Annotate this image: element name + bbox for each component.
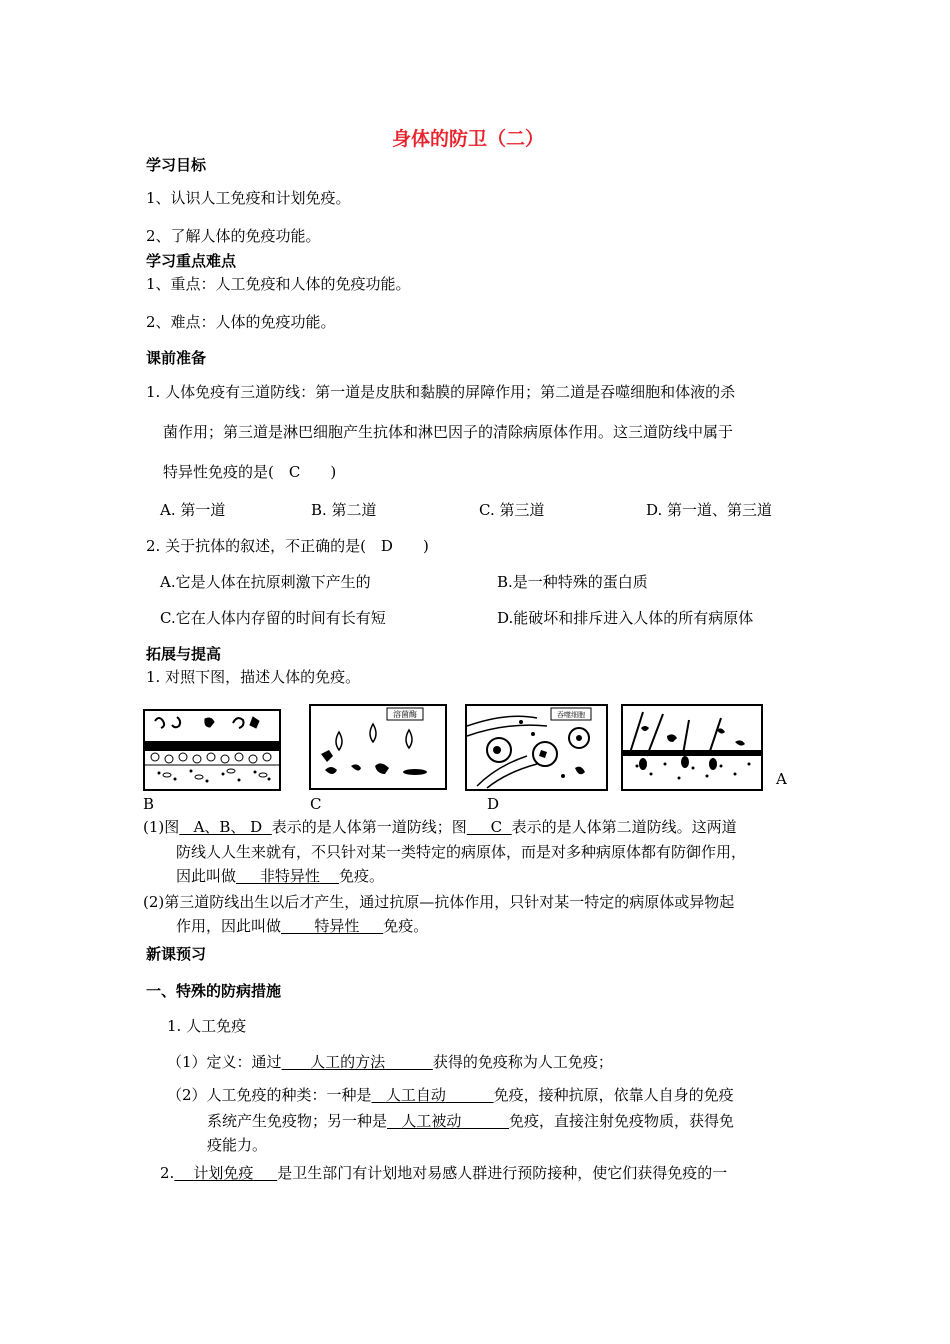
definition-text: （1）定义：通过 xyxy=(167,1053,282,1071)
answer-blank-nonspecific: 非特异性 xyxy=(259,867,320,885)
item-1-heading: 1. 人工免疫 xyxy=(167,1017,247,1035)
kinds-blank-active: 人工自动 xyxy=(385,1086,446,1104)
item-2-number: 2. xyxy=(160,1164,175,1182)
item-2-blank: 计划免疫 xyxy=(193,1164,254,1182)
question-1-option-a: A. 第一道 xyxy=(160,501,226,519)
kinds-text: 免疫，直接注射免疫物质，获得免 xyxy=(509,1112,735,1130)
answer-text: 免疫。 xyxy=(383,917,429,935)
figure-label-c: C xyxy=(310,795,322,813)
answer-text: 表示的是人体第一道防线；图 xyxy=(271,818,467,836)
item-2-text: 是卫生部门有计划地对易感人群进行预防接种，使它们获得免疫的一 xyxy=(277,1164,728,1182)
answer-blank-first-defense: A、B、 D xyxy=(193,818,263,836)
kinds-line-2 xyxy=(207,1111,734,1131)
question-1-line: 1. 人体免疫有三道防线：第一道是皮肤和黏膜的屏障作用；第二道是吞噬细胞和体液的杀 xyxy=(146,383,736,401)
page-title: 身体的防卫（二） xyxy=(392,128,545,150)
definition-text: 获得的免疫称为人工免疫； xyxy=(432,1053,613,1071)
definition-line xyxy=(167,1052,613,1072)
answer-1-line-1 xyxy=(143,817,737,837)
key-item: 1、重点：人工免疫和人体的免疫功能。 xyxy=(146,275,411,293)
figure-label-b: B xyxy=(143,795,155,813)
kinds-text: 系统产生免疫物；另一种是 xyxy=(207,1112,388,1130)
answer-text: (1)图 xyxy=(143,818,180,836)
goal-item: 1、认识人工免疫和计划免疫。 xyxy=(146,189,351,207)
item-2-line xyxy=(160,1163,727,1183)
goal-item: 2、了解人体的免疫功能。 xyxy=(146,227,321,245)
section-heading-key: 学习重点难点 xyxy=(146,252,237,270)
figure-lysozyme xyxy=(309,704,447,790)
question-1-option-c: C. 第三道 xyxy=(479,501,545,519)
section-heading-prep: 课前准备 xyxy=(146,349,207,367)
answer-text: 表示的是人体第二道防线。这两道 xyxy=(511,818,737,836)
extension-question: 1. 对照下图，描述人体的免疫。 xyxy=(146,668,361,686)
figure-phagocyte xyxy=(465,704,608,791)
answer-2-line-2 xyxy=(176,916,428,936)
question-1-option-b: B. 第二道 xyxy=(311,501,377,519)
figure-label-a: A xyxy=(776,770,787,788)
answer-blank-second-defense: C xyxy=(490,818,503,836)
phagocyte-label: 吞噬细胞 xyxy=(557,711,585,719)
answer-text: 因此叫做 xyxy=(176,867,237,885)
kinds-line-3: 疫能力。 xyxy=(207,1136,268,1154)
figure-skin-barrier xyxy=(143,709,281,791)
question-2-option-c: C.它在人体内存留的时间有长有短 xyxy=(160,609,386,627)
question-2-stem: 2. 关于抗体的叙述，不正确的是( D ) xyxy=(146,537,429,555)
key-item: 2、难点：人体的免疫功能。 xyxy=(146,313,336,331)
kinds-blank-passive: 人工被动 xyxy=(401,1112,462,1130)
answer-text: 作用，因此叫做 xyxy=(176,917,282,935)
answer-text: 免疫。 xyxy=(338,867,384,885)
kinds-line-1 xyxy=(167,1085,734,1105)
kinds-text: 免疫，接种抗原，依靠人自身的免疫 xyxy=(493,1086,734,1104)
subsection-heading: 一、特殊的防病措施 xyxy=(146,982,282,1000)
section-heading-new: 新课预习 xyxy=(146,945,207,963)
figure-label-d: D xyxy=(487,795,500,813)
answer-1-line-3 xyxy=(176,866,384,886)
kinds-text: （2）人工免疫的种类：一种是 xyxy=(167,1086,372,1104)
figure-mucosa xyxy=(621,704,763,791)
question-1-option-d: D. 第一道、第三道 xyxy=(646,501,773,519)
definition-blank: 人工的方法 xyxy=(310,1053,386,1071)
answer-blank-specific: 特异性 xyxy=(314,917,360,935)
section-heading-extension: 拓展与提高 xyxy=(146,645,222,663)
answer-2-line-1: (2)第三道防线出生以后才产生，通过抗原—抗体作用，只针对某一特定的病原体或异物起 xyxy=(143,893,735,911)
lysozyme-label: 溶菌酶 xyxy=(393,710,417,719)
section-heading-goals: 学习目标 xyxy=(146,156,207,174)
question-2-option-d: D.能破坏和排斥进入人体的所有病原体 xyxy=(497,609,754,627)
question-2-option-a: A.它是人体在抗原刺激下产生的 xyxy=(160,573,371,591)
question-1-line: 特异性免疫的是( C ) xyxy=(163,463,337,481)
question-2-option-b: B.是一种特殊的蛋白质 xyxy=(497,573,648,591)
question-1-line: 菌作用；第三道是淋巴细胞产生抗体和淋巴因子的清除病原体作用。这三道防线中属于 xyxy=(163,423,734,441)
answer-1-line-2: 防线人人生来就有，不只针对某一类特定的病原体，而是对多种病原体都有防御作用， xyxy=(176,843,747,861)
